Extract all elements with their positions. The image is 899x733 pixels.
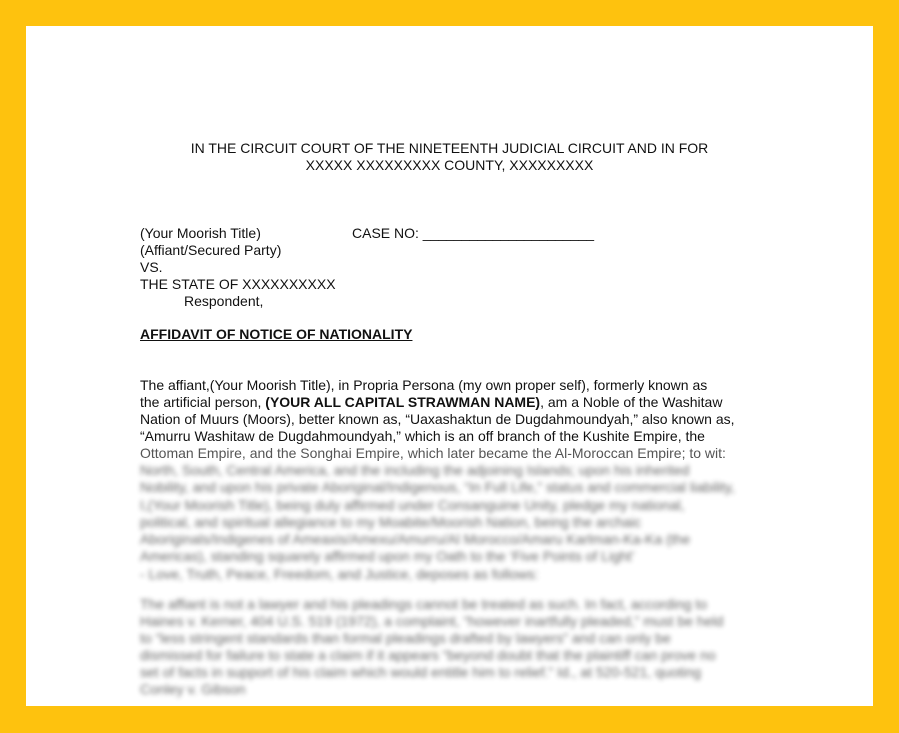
blurred-line: The affiant is not a lawyer and his pleadings cannot be treated as such. In fact, according to [140, 596, 708, 612]
affiant-title: (Your Moorish Title) [140, 225, 261, 241]
paragraph1-line1: The affiant,(Your Moorish Title), in Propria Persona (my own proper self), formerly known as [140, 377, 708, 393]
blurred-line: Aboriginals/Indigenes of Ameaxis/Amexu/Amurru/Al Morocco/Amaru Karlman-Ka-Ka (the [140, 531, 691, 548]
affidavit-title: AFFIDAVIT OF NOTICE OF NATIONALITY [140, 326, 413, 342]
blurred-line: dismissed for failure to state a claim if it appears “beyond doubt that the plaintiff can prove no [140, 647, 716, 663]
blurred-line: I,(Your Moorish Title), being duly affirmed under Consanguine Unity, pledge my national, [140, 496, 685, 513]
blurred-paragraph-2 [140, 596, 780, 698]
strawman-name-placeholder: (YOUR ALL CAPITAL STRAWMAN NAME) [265, 394, 541, 410]
blurred-line: Conley v. Gibson [140, 681, 246, 697]
paragraph1-line4: “Amurru Washitaw de Dugdahmoundyah,” which is an off branch of the Kushite Empire, the [140, 428, 705, 444]
court-heading-line2: XXXXX XXXXXXXXX COUNTY, XXXXXXXXX [305, 157, 594, 173]
paragraph1-line5: Ottoman Empire, and the Songhai Empire, which later became the Al-Moroccan Empire; to wit: [140, 445, 726, 461]
blurred-line: Nobility, and upon his private Aboriginal/Indigenous, “In Full Life,” status and commercial liability, [140, 479, 735, 496]
blurred-line: - Love, Truth, Peace, Freedom, and Justice, deposes as follows: [140, 565, 539, 582]
paragraph1-line2 [140, 394, 722, 411]
versus-label: VS. [140, 259, 163, 275]
blurred-line: set of facts in support of his claim which would entitle him to relief.” Id., at 520-521, quoting [140, 664, 702, 680]
paragraph1-line2-suffix: , am a Noble of the Washitaw [540, 394, 723, 410]
state-party: THE STATE OF XXXXXXXXXX [140, 276, 336, 292]
paragraph1-line2-prefix: the artificial person, [140, 394, 266, 410]
blurred-line: political, and spiritual allegiance to my Moabite/Moorish Nation, being the archaic [140, 513, 642, 530]
case-number-field: CASE NO: ______________________ [352, 225, 595, 241]
court-heading-line1: IN THE CIRCUIT COURT OF THE NINETEENTH JUDICIAL CIRCUIT AND IN FOR [190, 140, 709, 156]
blurred-line: Americas), standing squarely affirmed upon my Oath to the ‘Five Points of Light’ [140, 548, 635, 565]
blurred-line: to “less stringent standards than formal pleadings drafted by lawyers” and can only be [140, 630, 671, 646]
blurred-line: Haines v. Kerner, 404 U.S. 519 (1972), a complaint, “however inartfully pleaded,” must be held [140, 613, 724, 629]
affiant-role: (Affiant/Secured Party) [140, 242, 282, 258]
paragraph1-line3: Nation of Muurs (Moors), better known as, “Uaxashaktun de Dugdahmoundyah,” also known as, [140, 411, 735, 427]
respondent-label: Respondent, [184, 293, 264, 309]
blurred-line: North, South, Central America, and the including the adjoining Islands; upon his inherited [140, 462, 690, 478]
document-page [26, 26, 873, 706]
blurred-paragraph-1 [140, 462, 780, 583]
